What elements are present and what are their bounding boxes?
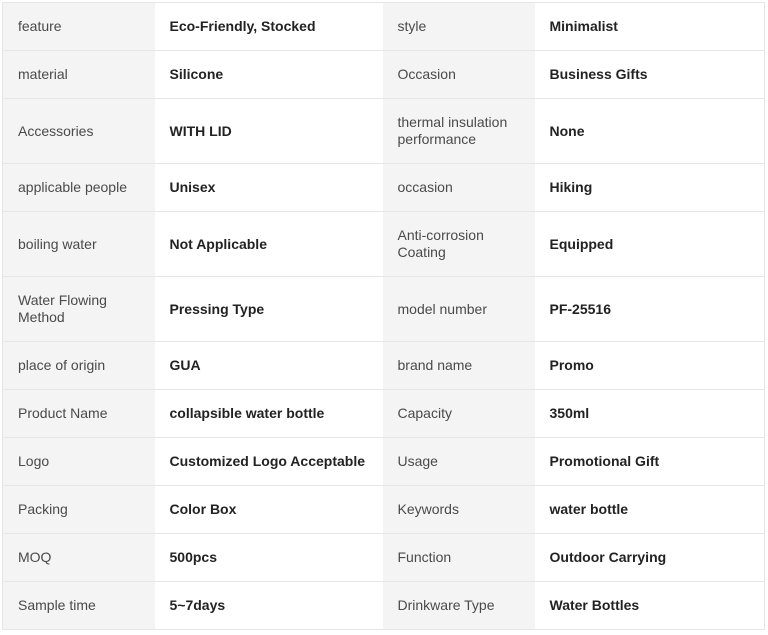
spec-value: 350ml	[535, 390, 765, 438]
product-spec-table	[2, 2, 765, 630]
spec-value: Equipped	[535, 212, 765, 277]
spec-key: model number	[383, 277, 535, 342]
spec-key: place of origin	[3, 342, 155, 390]
spec-key: Function	[383, 534, 535, 582]
spec-key: Accessories	[3, 99, 155, 164]
spec-row	[3, 277, 765, 342]
spec-key: Packing	[3, 486, 155, 534]
spec-row	[3, 212, 765, 277]
spec-value: Business Gifts	[535, 51, 765, 99]
spec-key: Water Flowing Method	[3, 277, 155, 342]
spec-key: Drinkware Type	[383, 582, 535, 630]
spec-key: Usage	[383, 438, 535, 486]
spec-key: Keywords	[383, 486, 535, 534]
spec-key: material	[3, 51, 155, 99]
spec-value: WITH LID	[155, 99, 383, 164]
spec-key: Capacity	[383, 390, 535, 438]
spec-row	[3, 164, 765, 212]
spec-key: feature	[3, 3, 155, 51]
spec-value: Customized Logo Acceptable	[155, 438, 383, 486]
spec-key: MOQ	[3, 534, 155, 582]
spec-row	[3, 342, 765, 390]
spec-value: Outdoor Carrying	[535, 534, 765, 582]
spec-key: applicable people	[3, 164, 155, 212]
spec-value: Not Applicable	[155, 212, 383, 277]
spec-key: brand name	[383, 342, 535, 390]
spec-value: Promo	[535, 342, 765, 390]
spec-row	[3, 390, 765, 438]
spec-value: Color Box	[155, 486, 383, 534]
spec-value: Minimalist	[535, 3, 765, 51]
spec-key: Product Name	[3, 390, 155, 438]
spec-value: Water Bottles	[535, 582, 765, 630]
spec-key: Anti-corrosion Coating	[383, 212, 535, 277]
spec-value: PF-25516	[535, 277, 765, 342]
spec-row	[3, 51, 765, 99]
spec-key: style	[383, 3, 535, 51]
spec-value: GUA	[155, 342, 383, 390]
spec-row	[3, 582, 765, 630]
spec-key: Sample time	[3, 582, 155, 630]
spec-key: Occasion	[383, 51, 535, 99]
spec-value: Silicone	[155, 51, 383, 99]
spec-value: Unisex	[155, 164, 383, 212]
spec-key: occasion	[383, 164, 535, 212]
spec-value: None	[535, 99, 765, 164]
spec-key: thermal insulation performance	[383, 99, 535, 164]
spec-row	[3, 3, 765, 51]
spec-row	[3, 486, 765, 534]
spec-value: Promotional Gift	[535, 438, 765, 486]
spec-row	[3, 438, 765, 486]
spec-value: Eco-Friendly, Stocked	[155, 3, 383, 51]
spec-value: water bottle	[535, 486, 765, 534]
spec-value: collapsible water bottle	[155, 390, 383, 438]
spec-row	[3, 534, 765, 582]
spec-value: 500pcs	[155, 534, 383, 582]
spec-value: Hiking	[535, 164, 765, 212]
spec-value: Pressing Type	[155, 277, 383, 342]
spec-row	[3, 99, 765, 164]
spec-value: 5~7days	[155, 582, 383, 630]
spec-key: boiling water	[3, 212, 155, 277]
spec-key: Logo	[3, 438, 155, 486]
